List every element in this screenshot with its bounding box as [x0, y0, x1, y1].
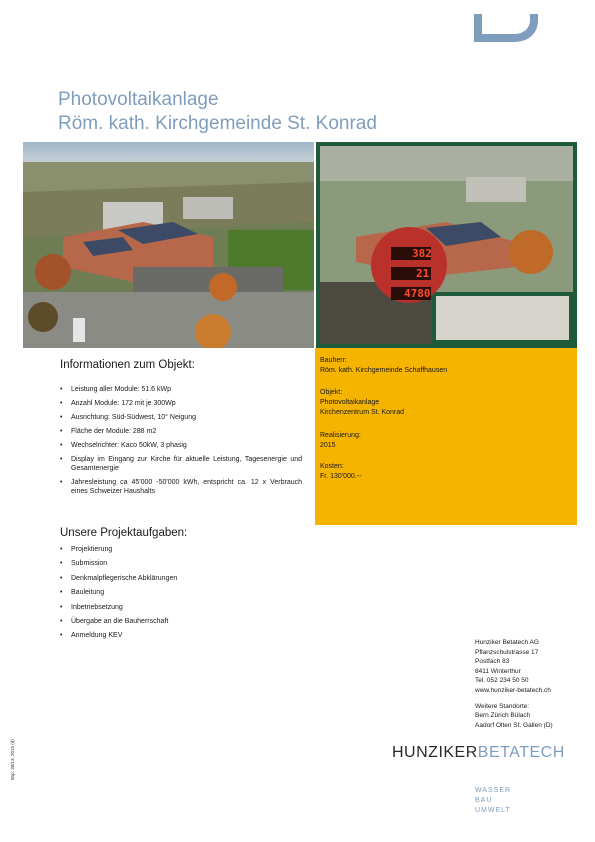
brand-sub-1: WASSER: [475, 787, 512, 794]
brand-sub-3: UMWELT: [475, 807, 511, 814]
display-value-2: 21: [416, 267, 430, 280]
tasks-list: [60, 545, 177, 646]
company-web[interactable]: www.hunziker-betatech.ch: [475, 686, 551, 694]
task-item: • Projektierung: [60, 545, 177, 554]
brand-logo: [392, 744, 565, 762]
info-item: • Fläche der Module: 288 m2: [60, 427, 302, 436]
display-value-1: 382: [412, 247, 432, 260]
info-item: • Ausrichtung: Süd-Südwest, 10° Neigung: [60, 413, 302, 422]
info-item: • Leistung aller Module: 51.6 kWp: [60, 385, 302, 394]
other-locations-label: Weitere Standorte:: [475, 702, 530, 710]
title-line-2: Röm. kath. Kirchgemeinde St. Konrad: [58, 113, 377, 134]
task-item: • Submission: [60, 559, 177, 568]
task-item: • Denkmalpflegerische Abklärungen: [60, 574, 177, 583]
page-title: [58, 88, 377, 136]
brand-part-1: HUNZIKER: [392, 744, 478, 761]
other-locations-1: Bern Zürich Bülach: [475, 712, 531, 720]
company-city: 8411 Winterthur: [475, 667, 521, 675]
kosten-value: Fr. 130'000.--: [320, 473, 362, 480]
company-name: Hunziker Betatech AG: [475, 639, 539, 646]
company-postbox: Postfach 83: [475, 658, 510, 666]
info-heading: Informationen zum Objekt:: [60, 359, 195, 371]
info-item: • Anzahl Module: 172 mit je 300Wp: [60, 399, 302, 408]
kosten-label: Kosten:: [320, 463, 344, 470]
display-value-3: 4780: [404, 287, 431, 300]
display-photo: [316, 142, 577, 348]
objekt-value-1: Photovoltaikanlage: [320, 399, 380, 406]
brand-part-2: BETATECH: [477, 744, 565, 761]
logo-mark: [474, 14, 538, 42]
task-item: • Inbetriebsetzung: [60, 603, 177, 612]
company-address: [475, 638, 553, 730]
task-item: • Anmeldung KEV: [60, 631, 177, 640]
company-street: Pflanzschulstrasse 17: [475, 648, 539, 656]
info-item: • Display im Eingang zur Kirche für aktuelle Leistung, Tagesenergie und Gesamtenergie: [60, 455, 302, 473]
realisierung-label: Realisierung:: [320, 432, 361, 439]
aerial-photo: [23, 142, 314, 348]
brand-tagline: [475, 786, 511, 816]
realisierung-value: 2015: [320, 442, 336, 449]
info-item: • Wechselrichter: Kaco 50kW, 3 phasig: [60, 441, 302, 450]
info-list: [60, 385, 302, 501]
bauherr-value: Röm. kath. Kirchgemeinde Schaffhausen: [320, 367, 448, 374]
document-reference: Bsp. 30/13, 2015 (d): [10, 739, 15, 780]
company-tel: Tel. 052 234 50 50: [475, 677, 529, 685]
project-details-box: [315, 348, 577, 525]
task-item: • Übergabe an die Bauherrschaft: [60, 617, 177, 626]
objekt-value-2: Kirchenzentrum St. Konrad: [320, 409, 405, 416]
bauherr-label: Bauherr:: [320, 357, 347, 364]
info-item: • Jahresleistung ca 45'000 -50'000 kWh, entspricht ca. 12 x Verbrauch eines Schweizer Haushalts: [60, 478, 302, 496]
tasks-heading: Unsere Projektaufgaben:: [60, 527, 188, 539]
task-item: • Bauleitung: [60, 588, 177, 597]
objekt-label: Objekt:: [320, 389, 343, 396]
title-line-1: Photovoltaikanlage: [58, 89, 219, 110]
other-locations-2: Aadorf Olten St. Gallen (D): [475, 721, 553, 729]
brand-sub-2: BAU: [475, 797, 493, 804]
